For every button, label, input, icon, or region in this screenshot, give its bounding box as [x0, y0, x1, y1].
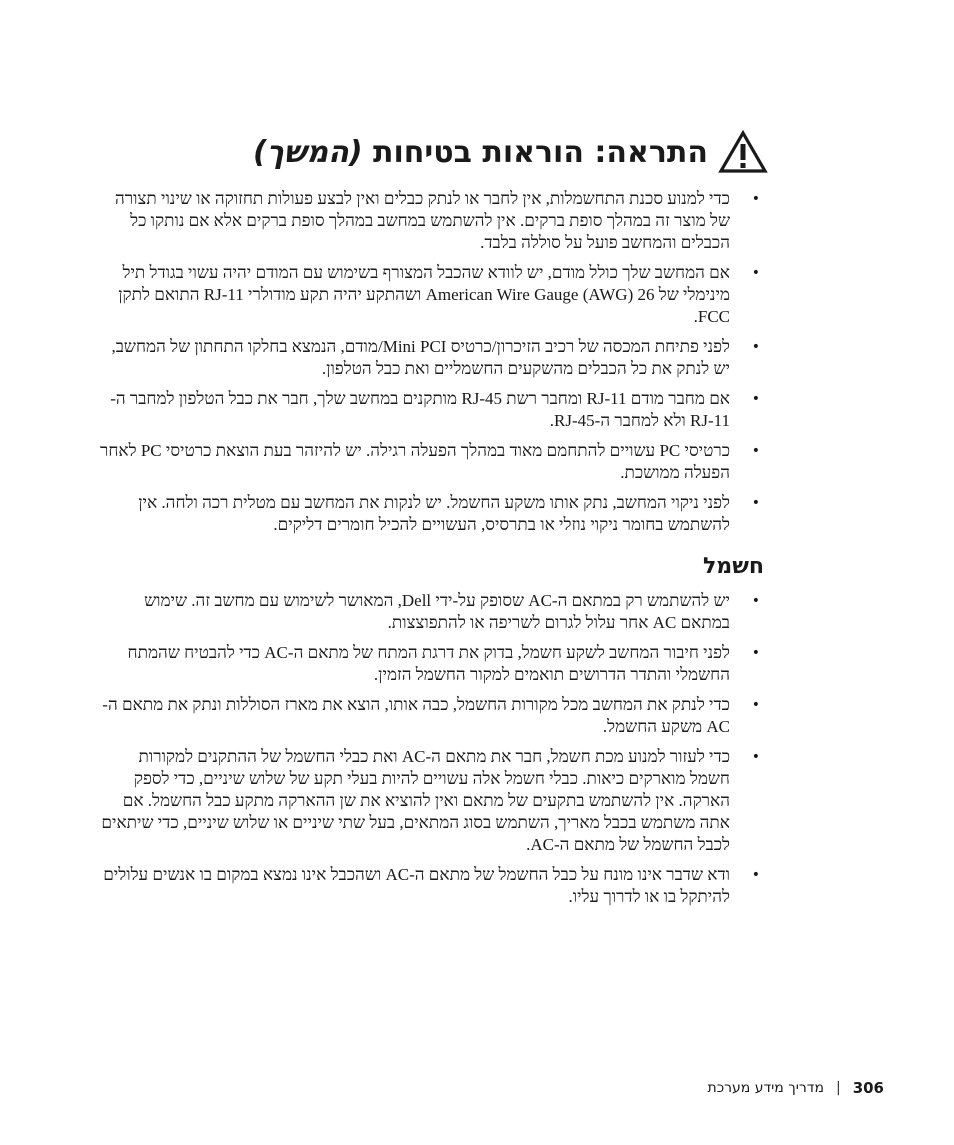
bullet: •: [751, 339, 760, 355]
section-heading-power: חשמל: [702, 554, 764, 579]
bullet: •: [751, 593, 760, 609]
footer-separator: |: [835, 1080, 841, 1096]
list-item-text: כדי לנתק את המחשב מכל מקורות החשמל, כבה אותו, הוצא את מארז הסוללות ונתק את מתאם ה-AC משקע החשמל.: [102, 695, 730, 736]
list-item: [96, 388, 766, 432]
list-item: [96, 492, 766, 536]
page-footer: [708, 1077, 884, 1099]
list-item: [96, 188, 766, 254]
bullet: •: [751, 495, 760, 511]
list-item: [96, 746, 766, 856]
power-safety-list: [96, 590, 766, 916]
list-item: [96, 440, 766, 484]
warning-triangle-icon: [718, 130, 768, 174]
bullet: •: [751, 191, 760, 207]
bullet: •: [751, 443, 760, 459]
bullet: •: [751, 645, 760, 661]
list-item: [96, 694, 766, 738]
list-item-text: יש להשתמש רק במתאם ה-AC שסופק על-ידי Dell, המאושר לשימוש עם מחשב זה. שימוש במתאם AC אחר עלול לגרום לשריפה או להתפוצצות.: [144, 591, 730, 632]
guide-title: מדריך מידע מערכת: [707, 1080, 824, 1096]
bullet: •: [751, 749, 760, 765]
list-item-text: אם המחשב שלך כולל מודם, יש לוודא שהכבל המצורף בשימוש עם המודם יהיה עשוי בגודל תיל מינימלי של 26 American Wire Gauge (AWG) ושהתקע יהיה תקע מודולרי RJ-11 התואם לתקן FCC.: [118, 263, 730, 326]
list-item: [96, 642, 766, 686]
list-item-text: לפני ניקוי המחשב, נתק אותו משקע החשמל. יש לנקות את המחשב עם מטלית רכה ולחה. אין להשתמש בחומר ניקוי נוזלי או בתרסיס, העשויים להכיל חומרים דליקים.: [138, 493, 730, 534]
page-number: 306: [852, 1079, 884, 1097]
title-row: [180, 124, 768, 180]
list-item-text: אם מחבר מודם RJ-11 ומחבר רשת RJ-45 מותקנים במחשב שלך, חבר את כבל הטלפון למחבר ה-RJ-11 ולא למחבר ה-RJ-45.: [110, 389, 730, 430]
title-main: התראה: הוראות בטיחות: [372, 134, 708, 170]
bullet: •: [751, 697, 760, 713]
list-item-text: כרטיסי PC עשויים להתחמם מאוד במהלך הפעלה רגילה. יש להיזהר בעת הוצאת כרטיסי PC לאחר הפעלה ממושכת.: [99, 441, 730, 482]
list-item-text: כדי לעזור למנוע מכת חשמל, חבר את מתאם ה-AC ואת כבלי החשמל של ההתקנים למקורות חשמל מוארקים כיאות. כבלי חשמל אלה עשויים להיות בעלי תקע של שלוש שיניים, כדי לספק הארקה. אין להשתמש בתקעים של מתאם ואין להוציא את שן ההארקה מתקע כבל החשמל. אם אתה משתמש בכבל מאריך, השתמש בסוג המתאים, בעל שתי שיניים או שלוש שיניים, כדי שיתאים לכבל החשמל של מתאם ה-AC.: [101, 747, 730, 854]
list-item: [96, 336, 766, 380]
list-item-text: כדי למנוע סכנת התחשמלות, אין לחבר או לנתק כבלים ואין לבצע פעולות תחזוקה או שינוי תצורה של מוצר זה במהלך סופת ברקים. אין להשתמש במחשב במהלך סופת ברקים אלא אם נותקו כל הכבלים והמחשב פועל על סוללה בלבד.: [115, 189, 730, 252]
bullet: •: [751, 867, 760, 883]
bullet: •: [751, 265, 760, 281]
title-emphasis: (המשך): [253, 134, 363, 170]
bullet: •: [751, 391, 760, 407]
list-item-text: לפני פתיחת המכסה של רכיב הזיכרון/כרטיס Mini PCI/מודם, הנמצא בחלקו התחתון של המחשב, יש לנתק את כל הכבלים מהשקעים החשמליים ואת כבל הטלפון.: [111, 337, 730, 378]
page-title: [253, 135, 708, 170]
list-item: [96, 590, 766, 634]
list-item-text: לפני חיבור המחשב לשקע חשמל, בדוק את דרגת המתח של מתאם ה-AC כדי להבטיח שהמתח החשמלי והתדר הדרושים תואמים למקור החשמל הזמין.: [127, 643, 730, 684]
list-item: [96, 262, 766, 328]
list-item: [96, 864, 766, 908]
list-item-text: ודא שדבר אינו מונח על כבל החשמל של מתאם ה-AC ושהכבל אינו נמצא במקום בו אנשים עלולים להיתקל בו או לדרוך עליו.: [103, 865, 730, 906]
safety-warning-list: [96, 188, 766, 544]
